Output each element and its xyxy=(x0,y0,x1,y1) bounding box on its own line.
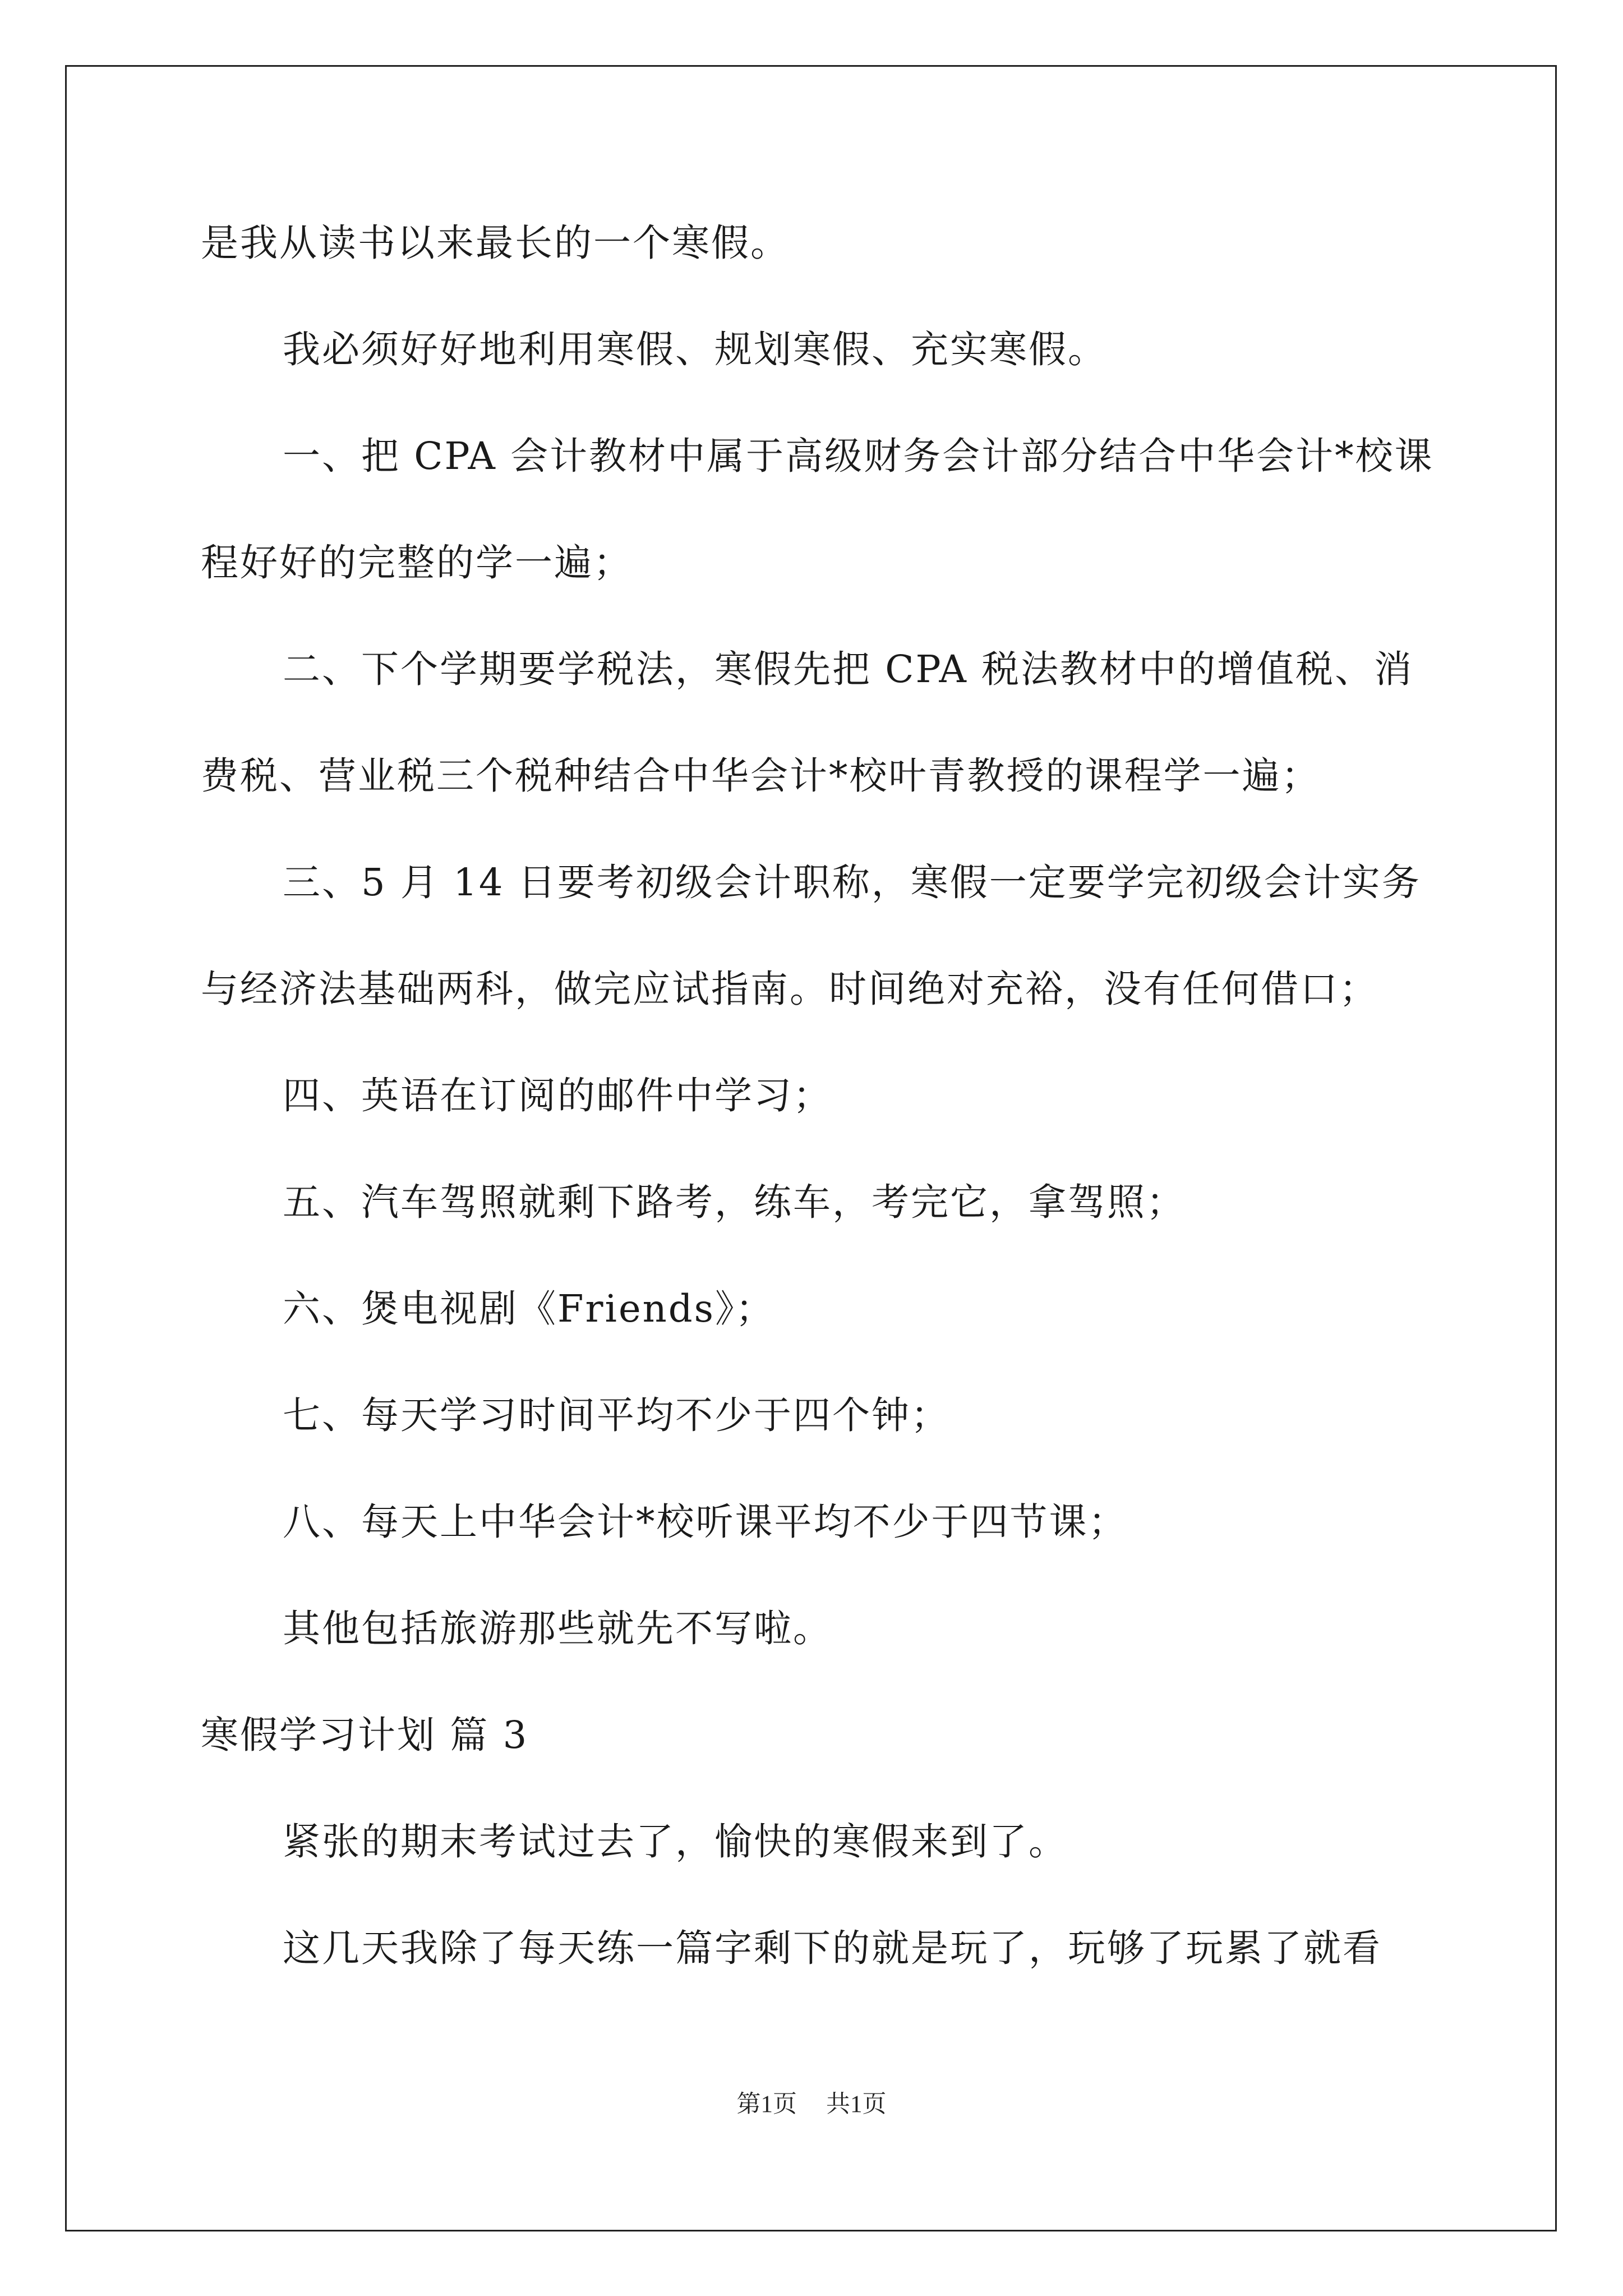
page-footer xyxy=(0,2088,1623,2122)
section-heading: 寒假学习计划 篇 3 xyxy=(201,1713,529,1757)
text-line: 这几天我除了每天练一篇字剩下的就是玩了，玩够了玩累了就看 xyxy=(283,1926,1382,1970)
text-line: 费税、营业税三个税种结合中华会计*校叶青教授的课程学一遍； xyxy=(201,754,1321,798)
text-line: 四、英语在订阅的邮件中学习； xyxy=(283,1074,832,1117)
page-total: 共1页 xyxy=(826,2091,887,2118)
text-line: 程好好的完整的学一遍； xyxy=(201,541,633,585)
text-line: 其他包括旅游那些就先不写啦。 xyxy=(283,1607,832,1650)
text-line: 二、下个学期要学税法，寒假先把 CPA 税法教材中的增值税、消 xyxy=(283,647,1414,691)
text-line: 我必须好好地利用寒假、规划寒假、充实寒假。 xyxy=(283,328,1107,371)
page-border xyxy=(65,65,1557,2231)
text-line: 是我从读书以来最长的一个寒假。 xyxy=(201,221,790,265)
text-line: 紧张的期末考试过去了，愉快的寒假来到了。 xyxy=(283,1820,1068,1864)
text-line: 八、每天上中华会计*校听课平均不少于四节课； xyxy=(283,1500,1128,1544)
text-line: 六、煲电视剧《Friends》； xyxy=(283,1287,775,1331)
page-number: 第1页 xyxy=(736,2091,797,2118)
text-line: 七、每天学习时间平均不少于四个钟； xyxy=(283,1393,950,1437)
text-line: 一、把 CPA 会计教材中属于高级财务会计部分结合中华会计*校课 xyxy=(283,434,1434,478)
text-line: 五、汽车驾照就剩下路考，练车，考完它，拿驾照； xyxy=(283,1180,1186,1224)
text-line: 三、5 月 14 日要考初级会计职称，寒假一定要学完初级会计实务 xyxy=(283,861,1421,904)
text-line: 与经济法基础两科，做完应试指南。时间绝对充裕，没有任何借口； xyxy=(201,967,1378,1011)
